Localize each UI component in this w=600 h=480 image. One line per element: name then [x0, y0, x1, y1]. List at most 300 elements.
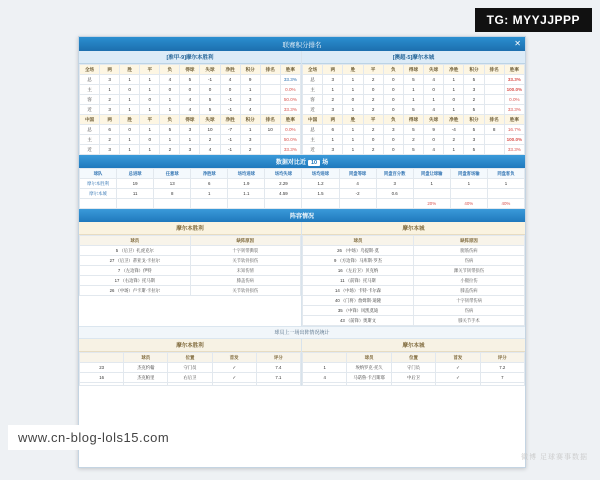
- lineup-note: 球员上一场出阵情况统计: [79, 326, 525, 339]
- table-row[interactable]: [303, 256, 525, 266]
- table-cell: 1: [424, 95, 444, 105]
- table-cell: 2: [363, 105, 383, 115]
- compare-table: [79, 168, 525, 209]
- injuries-right: [302, 222, 525, 326]
- table-row[interactable]: [303, 105, 525, 115]
- column-header: 球员: [80, 236, 191, 246]
- table-cell: 主: [303, 85, 323, 95]
- table-cell: 十字韧带伤病: [414, 296, 525, 306]
- column-header: 排名: [260, 115, 280, 125]
- table-cell: 主: [80, 135, 100, 145]
- table-cell: 27 （后卫）蒂亚戈·卡拉尔: [80, 256, 191, 266]
- table-cell: 关节软骨损伤: [190, 256, 301, 266]
- column-header: 失球: [200, 65, 220, 75]
- table-cell: 守门员: [168, 363, 212, 373]
- column-header: 胜: [343, 115, 363, 125]
- injuries-left-title: 摩尔本胜利: [79, 222, 301, 235]
- table-cell: 1: [323, 85, 343, 95]
- table-cell: [117, 199, 154, 209]
- table-cell: 4: [160, 75, 180, 85]
- table-cell: 7.4: [256, 363, 300, 373]
- table-cell: 1: [303, 363, 347, 373]
- table-cell: [376, 199, 413, 209]
- injuries-left: [79, 222, 302, 326]
- table-cell: 2: [100, 95, 120, 105]
- table-cell: 1.1: [228, 189, 265, 199]
- table-row[interactable]: [303, 125, 525, 135]
- table-cell: 0: [424, 85, 444, 95]
- lineup-section-title: 阵容情况: [79, 209, 525, 222]
- table-cell: 13: [154, 179, 191, 189]
- table-row[interactable]: [303, 246, 525, 256]
- table-cell: 5: [403, 105, 423, 115]
- table-cell: 1: [403, 85, 423, 95]
- table-row[interactable]: [80, 135, 301, 145]
- table-cell: 5 （后卫）扎虎克尔: [80, 246, 191, 256]
- table-cell: 7.2: [480, 363, 524, 373]
- table-cell: 1: [120, 75, 140, 85]
- table-cell: 1: [240, 85, 260, 95]
- standings-left-title: [准甲-9]摩尔本胜利: [79, 51, 301, 64]
- table-cell: 20%: [413, 199, 450, 209]
- table-header-row: [303, 236, 525, 246]
- standings-left-table: [79, 64, 301, 155]
- table-cell: ✓: [212, 373, 256, 383]
- table-cell: 总: [303, 125, 323, 135]
- table-cell: 1: [120, 145, 140, 155]
- table-cell: 4: [424, 75, 444, 85]
- column-header: 排名: [484, 115, 504, 125]
- table-cell: 伤病: [414, 256, 525, 266]
- column-header: 胜率: [504, 65, 524, 75]
- table-cell: [168, 383, 212, 386]
- table-cell: 4: [180, 95, 200, 105]
- lineups-section: [79, 339, 525, 386]
- column-header: 两: [100, 65, 120, 75]
- table-row[interactable]: [303, 316, 525, 326]
- column-header: [80, 353, 124, 363]
- column-header: [303, 353, 347, 363]
- table-cell: 33.3%: [280, 105, 300, 115]
- table-cell: 33.3%: [504, 75, 524, 85]
- column-header: 场均失球: [265, 169, 302, 179]
- table-cell: 4: [220, 75, 240, 85]
- table-row[interactable]: [80, 85, 301, 95]
- table-cell: 1: [450, 179, 487, 189]
- column-header: 负: [383, 115, 403, 125]
- table-cell: 0: [383, 75, 403, 85]
- table-cell: 4: [200, 145, 220, 155]
- table-cell: 16 （左后卫）贝克纳: [303, 266, 414, 276]
- table-row[interactable]: [80, 246, 301, 256]
- table-cell: 1: [191, 189, 228, 199]
- table-cell: 0: [120, 125, 140, 135]
- table-row[interactable]: [80, 373, 301, 383]
- table-cell: [228, 199, 265, 209]
- table-cell: 0: [424, 135, 444, 145]
- table-cell: 5: [464, 145, 484, 155]
- table-cell: 4: [303, 373, 347, 383]
- column-header: 两: [100, 115, 120, 125]
- table-cell: 6: [191, 179, 228, 189]
- table-cell: 9: [240, 75, 260, 85]
- table-cell: 小腿拉伤: [414, 276, 525, 286]
- table-cell: 踝关节韧带损伤: [414, 266, 525, 276]
- column-header: 胜: [120, 65, 140, 75]
- table-cell: 100.0%: [504, 85, 524, 95]
- table-cell: 0: [363, 135, 383, 145]
- table-cell: 3: [464, 135, 484, 145]
- table-row[interactable]: [80, 95, 301, 105]
- lineup-left-title: 摩尔本胜利: [79, 339, 301, 352]
- column-header: 场均进球: [302, 169, 339, 179]
- table-cell: [80, 383, 124, 386]
- column-header: 任意球: [154, 169, 191, 179]
- table-row[interactable]: [303, 85, 525, 95]
- standings-right-title: [澳超-5]摩尔本城: [302, 51, 525, 64]
- table-cell: 0: [200, 85, 220, 95]
- table-cell: [487, 189, 524, 199]
- column-header: 同盘百分数: [376, 169, 413, 179]
- column-header: 积分: [240, 65, 260, 75]
- table-row[interactable]: [80, 286, 301, 296]
- table-cell: 33.3%: [280, 145, 300, 155]
- table-cell: 1: [444, 75, 464, 85]
- compare-match-count[interactable]: 10: [308, 160, 320, 166]
- table-cell: 4.59: [265, 189, 302, 199]
- table-header-row: [80, 65, 301, 75]
- table-cell: 近: [303, 105, 323, 115]
- table-row[interactable]: [303, 373, 525, 383]
- table-cell: 10: [260, 125, 280, 135]
- table-row[interactable]: [303, 145, 525, 155]
- table-cell: 1: [120, 95, 140, 105]
- table-row[interactable]: [80, 189, 525, 199]
- standings-left: [79, 51, 302, 155]
- column-header: 胜率: [504, 115, 524, 125]
- table-cell: [256, 383, 300, 386]
- table-cell: [436, 383, 480, 386]
- column-header: 评分: [480, 353, 524, 363]
- table-cell: 0.0%: [280, 85, 300, 95]
- table-cell: -1: [220, 95, 240, 105]
- table-cell: 19: [117, 179, 154, 189]
- table-row[interactable]: [80, 383, 301, 386]
- stats-panel: [78, 36, 526, 468]
- table-row[interactable]: [303, 296, 525, 306]
- column-header: 负: [383, 65, 403, 75]
- table-cell: 0.0%: [504, 95, 524, 105]
- standings-section: [79, 51, 525, 155]
- table-cell: 11 （前锋）托马斯: [303, 276, 414, 286]
- compare-band: [79, 155, 525, 168]
- table-cell: 35 （中锋）风凯莫迪: [303, 306, 414, 316]
- lineup-left: [79, 339, 302, 386]
- table-row[interactable]: [303, 266, 525, 276]
- table-row[interactable]: [80, 145, 301, 155]
- table-cell: 3: [323, 105, 343, 115]
- table-cell: 40%: [450, 199, 487, 209]
- table-cell: -4: [444, 125, 464, 135]
- table-cell: 3: [323, 75, 343, 85]
- table-row[interactable]: [303, 363, 525, 373]
- table-cell: 40 （门将）詹姆斯·迪隆: [303, 296, 414, 306]
- table-cell: 1: [343, 75, 363, 85]
- table-cell: 1: [120, 105, 140, 115]
- standings-right-table: [302, 64, 525, 155]
- column-header: 全场: [303, 65, 323, 75]
- column-header: 位置: [391, 353, 435, 363]
- table-row[interactable]: [80, 105, 301, 115]
- table-cell: 杰克帕里: [124, 373, 168, 383]
- column-header: 积分: [464, 65, 484, 75]
- table-cell: 3: [180, 145, 200, 155]
- table-cell: [484, 75, 504, 85]
- table-row[interactable]: [80, 256, 301, 266]
- table-cell: 3: [100, 145, 120, 155]
- table-cell: 0: [383, 135, 403, 145]
- table-row[interactable]: [80, 179, 525, 189]
- table-cell: 1: [444, 145, 464, 155]
- table-cell: 1: [120, 135, 140, 145]
- table-cell: 0: [140, 95, 160, 105]
- table-row[interactable]: [303, 306, 525, 316]
- table-cell: 8: [154, 189, 191, 199]
- table-cell: [265, 199, 302, 209]
- table-cell: 33.3%: [280, 75, 300, 85]
- table-cell: 2: [464, 95, 484, 105]
- table-cell: ✓: [436, 373, 480, 383]
- table-row[interactable]: [80, 75, 301, 85]
- column-header: 得球: [403, 65, 423, 75]
- table-cell: 33.3%: [504, 145, 524, 155]
- table-cell: 0: [140, 135, 160, 145]
- table-cell: 客: [80, 95, 100, 105]
- table-row[interactable]: [80, 363, 301, 373]
- table-cell: 2: [363, 125, 383, 135]
- column-header: 失球: [424, 65, 444, 75]
- column-header: 净胜: [220, 115, 240, 125]
- table-cell: 3: [464, 85, 484, 95]
- table-cell: 近: [303, 145, 323, 155]
- table-cell: 17 （右边锋）托马斯: [80, 276, 191, 286]
- table-cell: 0: [383, 145, 403, 155]
- table-cell: [80, 199, 117, 209]
- column-header: 中国: [80, 115, 100, 125]
- column-header: 净胜: [444, 115, 464, 125]
- table-cell: 1: [343, 125, 363, 135]
- weibo-watermark: 微博 足球赛事数据: [521, 454, 588, 461]
- table-cell: 8: [484, 125, 504, 135]
- column-header: 平: [363, 65, 383, 75]
- table-cell: 14 （中场）卡特·卡尔森: [303, 286, 414, 296]
- table-cell: 26 （中场）卢卡斯·卡拉尔: [80, 286, 191, 296]
- column-header: 胜: [120, 115, 140, 125]
- table-cell: -1: [220, 105, 240, 115]
- table-header-row: [303, 65, 525, 75]
- column-header: 同盘让球输: [413, 169, 450, 179]
- table-cell: 1: [343, 145, 363, 155]
- table-cell: 9: [424, 125, 444, 135]
- compare-band-suffix: 场: [322, 160, 329, 166]
- injuries-section: [79, 222, 525, 326]
- table-cell: 4: [180, 105, 200, 115]
- table-row[interactable]: [303, 95, 525, 105]
- table-row[interactable]: [303, 383, 525, 386]
- column-header: 同盘客负: [487, 169, 524, 179]
- table-cell: 0: [383, 85, 403, 95]
- table-cell: 4: [424, 105, 444, 115]
- column-header: 排名: [484, 65, 504, 75]
- table-cell: -7: [220, 125, 240, 135]
- table-cell: [450, 189, 487, 199]
- table-cell: 1: [343, 135, 363, 145]
- table-cell: 33.3%: [504, 105, 524, 115]
- table-cell: 未知伤情: [190, 266, 301, 276]
- table-row[interactable]: [303, 286, 525, 296]
- table-cell: 7 （左边锋）伊特: [80, 266, 191, 276]
- column-header: 中国: [303, 115, 323, 125]
- table-cell: 5: [200, 105, 220, 115]
- table-subheader-row: [80, 115, 301, 125]
- table-cell: 3: [383, 125, 403, 135]
- table-cell: 4: [240, 105, 260, 115]
- table-cell: 主: [303, 135, 323, 145]
- table-row[interactable]: [80, 199, 525, 209]
- table-row[interactable]: [80, 266, 301, 276]
- column-header: 首发: [436, 353, 480, 363]
- table-cell: 0: [383, 95, 403, 105]
- table-cell: 总: [303, 75, 323, 85]
- table-cell: 1: [140, 105, 160, 115]
- table-cell: 近: [80, 145, 100, 155]
- table-cell: 50.0%: [280, 135, 300, 145]
- table-cell: [391, 383, 435, 386]
- injuries-right-title: 摩尔本城: [302, 222, 525, 235]
- lineup-right: [302, 339, 525, 386]
- table-cell: 2: [240, 145, 260, 155]
- column-header: 同盘客场输: [450, 169, 487, 179]
- column-header: 积分: [240, 115, 260, 125]
- table-cell: [212, 383, 256, 386]
- table-cell: [484, 105, 504, 115]
- table-cell: 3: [376, 179, 413, 189]
- column-header: 球员: [124, 353, 168, 363]
- table-cell: 守门员: [391, 363, 435, 373]
- table-cell: [260, 105, 280, 115]
- table-cell: 3: [100, 105, 120, 115]
- lineup-right-table: [302, 352, 525, 386]
- table-cell: 6: [323, 125, 343, 135]
- table-row[interactable]: [80, 276, 301, 286]
- table-cell: [124, 383, 168, 386]
- table-cell: 1: [140, 145, 160, 155]
- table-cell: [339, 199, 376, 209]
- table-cell: 1: [140, 85, 160, 95]
- table-cell: 主: [80, 85, 100, 95]
- table-cell: 1: [140, 75, 160, 85]
- table-cell: 2: [323, 95, 343, 105]
- column-header: 负: [160, 115, 180, 125]
- column-header: 平: [140, 65, 160, 75]
- table-cell: 1: [487, 179, 524, 189]
- injuries-left-table: [79, 235, 301, 296]
- table-cell: 2.29: [265, 179, 302, 189]
- panel-title: 联赛积分排名: [282, 41, 322, 49]
- table-cell: 0: [160, 85, 180, 95]
- table-cell: 5: [464, 75, 484, 85]
- column-header: 评分: [256, 353, 300, 363]
- table-cell: 2: [403, 135, 423, 145]
- table-cell: 1: [413, 179, 450, 189]
- table-row[interactable]: [303, 276, 525, 286]
- column-header: 位置: [168, 353, 212, 363]
- table-cell: [484, 95, 504, 105]
- close-icon[interactable]: ✕: [514, 39, 521, 48]
- table-row[interactable]: [303, 75, 525, 85]
- table-cell: 右后卫: [168, 373, 212, 383]
- table-cell: 客: [303, 95, 323, 105]
- telegram-badge: TG: MYYJJPPP: [475, 8, 592, 32]
- table-cell: 5: [160, 125, 180, 135]
- column-header: 全场: [80, 65, 100, 75]
- table-cell: 5: [200, 95, 220, 105]
- table-cell: 0: [120, 85, 140, 95]
- table-cell: 2: [160, 145, 180, 155]
- table-cell: 5: [464, 105, 484, 115]
- table-cell: 1: [444, 105, 464, 115]
- table-cell: 5: [464, 125, 484, 135]
- table-cell: 16.7%: [504, 125, 524, 135]
- table-cell: [302, 199, 339, 209]
- table-cell: 1: [160, 105, 180, 115]
- table-cell: 2: [363, 95, 383, 105]
- table-cell: [260, 75, 280, 85]
- table-cell: 1.9: [228, 179, 265, 189]
- column-header: 失球: [424, 115, 444, 125]
- table-cell: 4: [339, 179, 376, 189]
- table-cell: 100.0%: [504, 135, 524, 145]
- table-cell: -1: [220, 145, 240, 155]
- table-cell: 23: [80, 363, 124, 373]
- column-header: 球员: [347, 353, 391, 363]
- table-cell: 0: [444, 95, 464, 105]
- table-cell: 伤病: [414, 306, 525, 316]
- table-cell: ✓: [436, 363, 480, 373]
- table-cell: 埃纳罗克·托久: [347, 363, 391, 373]
- column-header: 得球: [180, 65, 200, 75]
- column-header: 失球: [200, 115, 220, 125]
- table-cell: [154, 199, 191, 209]
- table-row[interactable]: [80, 125, 301, 135]
- table-cell: [484, 145, 504, 155]
- table-cell: 1: [403, 95, 423, 105]
- table-cell: 9 （方边锋）马库斯·罗杰: [303, 256, 414, 266]
- column-header: 场均进球: [228, 169, 265, 179]
- table-row[interactable]: [303, 135, 525, 145]
- column-header: 缺阵原因: [414, 236, 525, 246]
- table-cell: 1.5: [302, 189, 339, 199]
- column-header: 得球: [403, 115, 423, 125]
- table-cell: 40%: [487, 199, 524, 209]
- table-cell: [484, 135, 504, 145]
- table-cell: 0.6: [376, 189, 413, 199]
- column-header: 缺阵原因: [190, 236, 301, 246]
- table-cell: -1: [220, 135, 240, 145]
- table-cell: 膝盖伤病: [414, 286, 525, 296]
- column-header: 胜率: [280, 115, 300, 125]
- table-cell: 0: [343, 95, 363, 105]
